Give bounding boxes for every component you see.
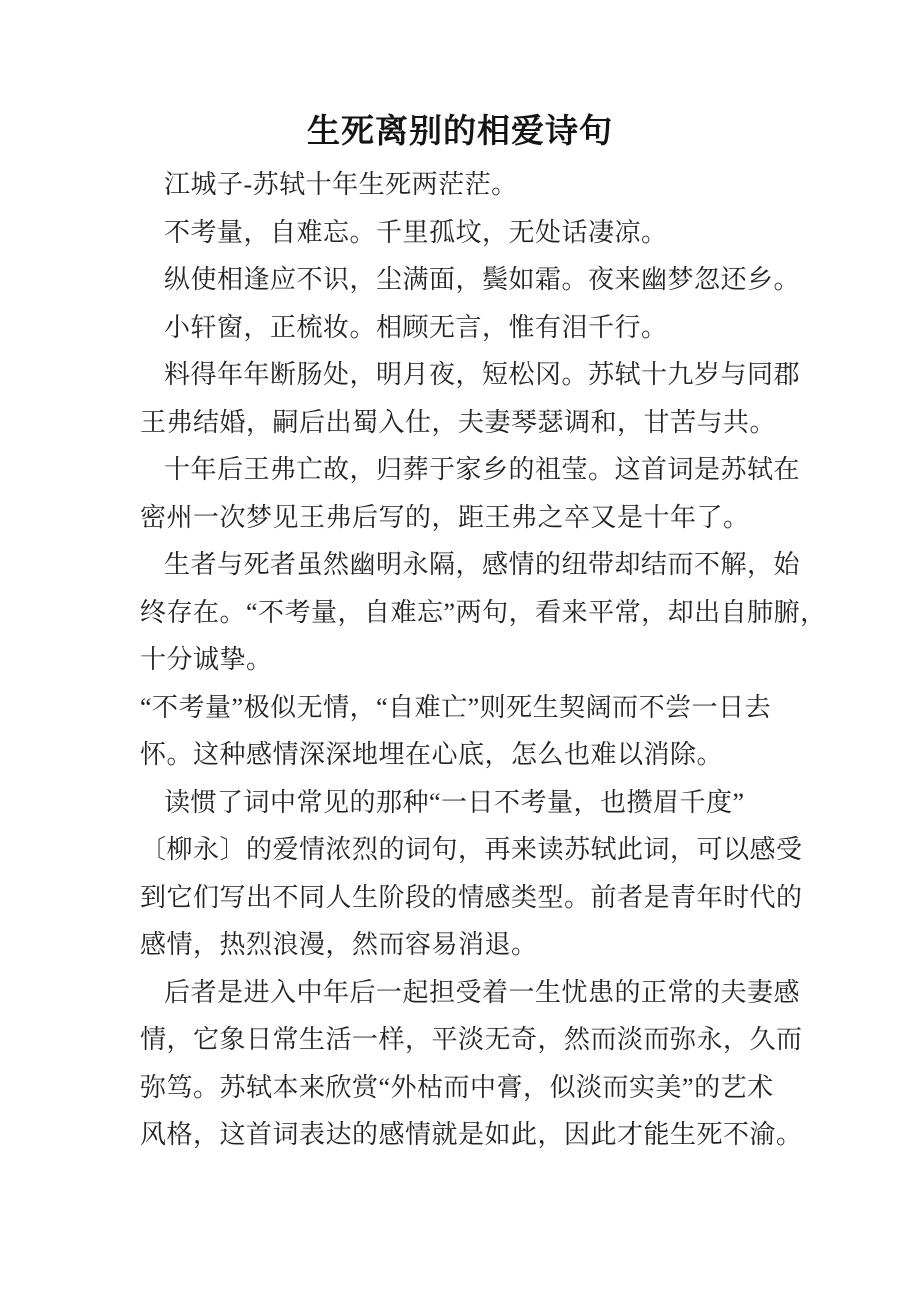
text-line: 密州一次梦见王弗后写的，距王弗之卒又是十年了。 xyxy=(140,502,750,532)
text-line: 生者与死者虽然幽明永隔，感情的纽带却结而不解，始 xyxy=(164,550,801,579)
text-line: 读惯了词中常见的那种“一日不考量，也攒眉千度” xyxy=(164,787,745,817)
text-line: 王弗结婚，嗣后出蜀入仕，夫妻琴瑟调和，甘苦与共。 xyxy=(140,407,777,437)
text-line: 料得年年断肠处，明月夜，短松冈。苏轼十九岁与同郡 xyxy=(164,360,801,389)
text-line: 情，它象日常生活一样，平淡无奇，然而淡而弥永，久而 xyxy=(140,1025,803,1054)
text-line: 纵使相逢应不识，尘满面，鬓如霜。夜来幽梦忽还乡。 xyxy=(164,265,801,294)
text-line: 〔柳永〕的爱情浓烈的词句，再来读苏轼此词，可以感受 xyxy=(140,835,803,864)
text-line: 十分诚挚。 xyxy=(140,645,273,674)
document-body xyxy=(0,161,920,1159)
text-line: 怀。这种感情深深地埋在心底，怎么也难以消除。 xyxy=(140,740,724,769)
text-line: 风格，这首词表达的感情就是如此，因此才能生死不渝。 xyxy=(140,1120,803,1149)
text-line: 弥笃。苏轼本来欣赏“外枯而中膏，似淡而实美”的艺术 xyxy=(140,1072,774,1102)
text-line: 感情，热烈浪漫，然而容易消退。 xyxy=(140,930,538,959)
document-title: 生死离别的相爱诗句 xyxy=(307,114,613,150)
text-line: “不考量”极似无情，“自难亡”则死生契阔而不尝一日去 xyxy=(140,692,772,722)
text-line: 不考量，自难忘。千里孤坟，无处话凄凉。 xyxy=(164,217,668,247)
text-line: 十年后王弗亡故，归葬于家乡的祖莹。这首词是苏轼在 xyxy=(164,455,801,484)
text-line: 江城子-苏轼十年生死两茫茫。 xyxy=(164,170,518,199)
text-line: 终存在。“不考量，自难忘”两句，看来平常，却出自肺腑， xyxy=(140,597,827,627)
text-line: 到它们写出不同人生阶段的情感类型。前者是青年时代的 xyxy=(140,882,803,912)
text-line: 小轩窗，正梳妆。相顾无言，惟有泪千行。 xyxy=(164,312,668,342)
text-line: 后者是进入中年后一起担受着一生忧患的正常的夫妻感 xyxy=(164,977,801,1007)
